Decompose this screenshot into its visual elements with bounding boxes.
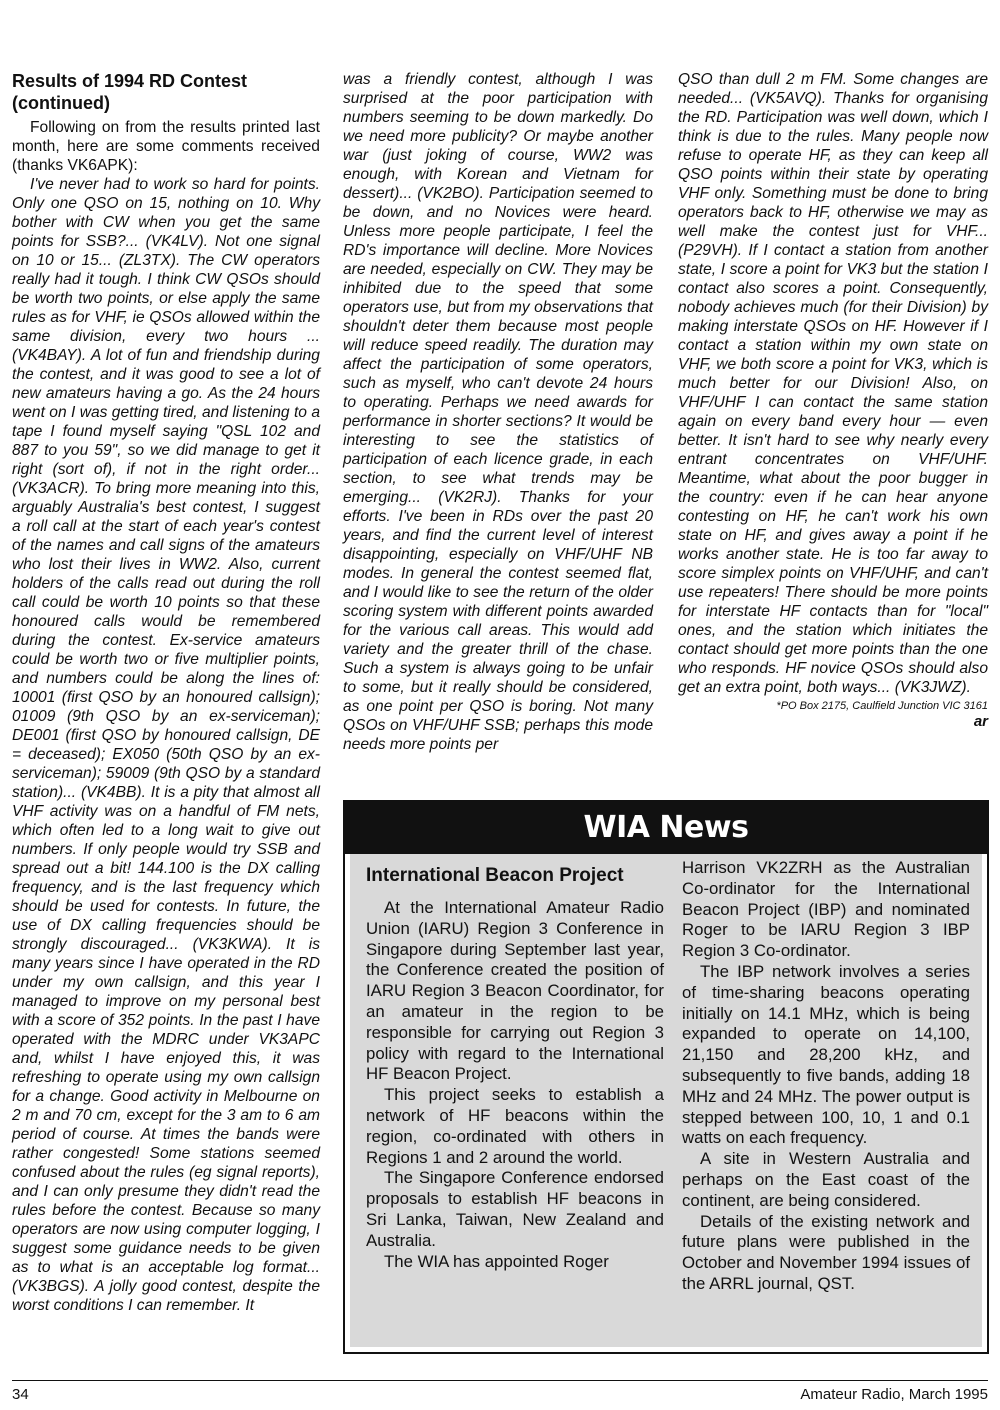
news-paragraph: Harrison VK2ZRH as the Australian Co-ordinator for the International Beacon Project (IBP) and nominated Roger to be IARU Region 3 IBP Region 3 Co-ordinator. xyxy=(682,858,970,961)
footer-rule xyxy=(12,1380,988,1381)
wia-news-column-1 xyxy=(366,864,664,1272)
footer-publication: Amateur Radio, March 1995 xyxy=(800,1386,988,1403)
news-paragraph: This project seeks to establish a network of HF beacons within the region, co-ordinated with others in Regions 1 and 2 around the world. xyxy=(366,1085,664,1167)
article-intro: Following on from the results printed last month, here are some comments received (thanks VK6APK): xyxy=(12,119,320,174)
article-headline: Results of 1994 RD Contest (continued) xyxy=(12,71,248,113)
news-paragraph: Details of the existing network and future plans were published in the October and November 1994 issues of the ARRL journal, QST. xyxy=(682,1211,970,1293)
wia-news-column-2 xyxy=(682,858,970,1295)
wia-news-banner: WIA News xyxy=(345,802,987,854)
wia-news-box xyxy=(343,800,989,1354)
author-address: *PO Box 2175, Caulfield Junction VIC 3161 xyxy=(776,700,988,712)
page-number: 34 xyxy=(12,1386,29,1403)
news-paragraph: A site in Western Australia and perhaps on the East coast of the continent, are being considered. xyxy=(682,1149,970,1210)
news-paragraph: The WIA has appointed Roger xyxy=(384,1251,609,1271)
article-end-mark: ar xyxy=(973,713,988,730)
article-column-1 xyxy=(12,70,320,1315)
article-comments-part-1: I've never had to work so hard for points. Only one QSO on 15, nothing on 10. Why bother with CW when you get the same points for SSB?... (VK4LV). Not one signal on 10 or 15... (ZL3TX). The CW operators really had it tough. I think CW QSOs should be worth two points, or else apply the same rules as for VHF, ie QSOs allowed within the same division, every two hours ... (VK4BAY). A lot of fun and friendship during the contest, and it was good to see a lot of new amateurs having a go. As the 24 hours went on I was getting tired, and listening to a tape I found myself saying "QSL 102 and 887 to you 59", so we did manage to get it right (sort of), if not in the right order... (VK3ACR). To bring more meaning into this, arguably Australia's best contest, I suggest a roll call at the start of each year's contest of the names and call signs of the amateurs who lost their lives in WW2. Also, current holders of the calls read out during the roll call could be worth 10 points so that these honoured calls would be remembered during the contest. Ex-service amateurs could be worth two or five multiplier points, and numbers could be along the lines of: 10001 (first QSO by an honoured callsign); 01009 (9th QSO by an ex-serviceman); DE001 (first QSO by honoured callsign, DE = deceased); EX050 (50th QSO by an ex-serviceman); 59009 (9th QSO by a standard station)... (VK4BB). It is a pity that almost all VHF activity was on a handful of FM nets, which often led to a long wait to give out numbers. If only people would try SSB and spread out a bit! 144.100 is the DX calling frequency, and is the last frequency which should be used for contests. In future, the use of DX calling frequencies should be strongly discouraged... (VK3KWA). It is many years since I have operated in the RD under my own callsign, and this year I managed to improve on my personal best with a score of 352 points. In the past I have operated with the MDRC under VK3APC and, whilst I have enjoyed this, it was refreshing to operate using my own callsign for a change. Good activity in Melbourne on 2 m and 70 cm, except for the 3 am to 6 am period of course. At times the bands were rather congested! Some stations seemed confused about the rules (eg signal reports), and I can only presume they didn't read the rules before the contest. Because so many operators are now using computer logging, I suggest some guidance needs to be given as to what is an acceptable log format... (VK3BGS). A jolly good contest, despite the worst conditions I can remember. It xyxy=(12,176,320,1314)
article-comments-part-3: QSO than dull 2 m FM. Some changes are needed... (VK5AVQ). Thanks for organising the RD. Participation was well down, which I think is due to the rules. Many people now refuse to operate HF, as they can keep all QSO points within their state by operating VHF only. Something must be done to bring operators back to HF, otherwise we may as well make the contest just for VHF... (P29VH). If I contact a station from another state, I score a point for VK3 but the station I contact also scores a point. Consequently, nobody achieves much (for their Division) by making interstate QSOs on HF. However if I contact a station within my own state on VHF, we both score a point for VK3, which is much better for our Division! Also, on VHF/UHF I can contact the same station again on every band every hour — even better. It isn't hard to see why nearly every entrant concentrates on VHF/UHF. Meantime, what about the poor bugger in the country: even if he can hear anyone contesting on HF, he can't work his own state on HF, and gives away a point if he works another state. He is too far away to score simplex points on VHF/UHF, and can't use repeaters! There should be more points for interstate HF contacts than for "local" ones, and the station which initiates the contact should get more points than the one who responds. HF novice QSOs should also get an extra point, both ways... (VK3JWZ). xyxy=(678,71,988,696)
news-paragraph: The Singapore Conference endorsed proposals to establish HF beacons in Sri Lanka, Taiwan, New Zealand and Australia. xyxy=(366,1168,664,1250)
wia-news-headline: International Beacon Project xyxy=(366,865,624,886)
news-paragraph: At the International Amateur Radio Union (IARU) Region 3 Conference in Singapore during September last year, the Conference created the position of IARU Region 3 Beacon Coordinator, for an amateur in the region to be responsible for carrying out Region 3 policy with regard to the International HF Beacon Project. xyxy=(366,898,664,1084)
article-comments-part-2: was a friendly contest, although I was surprised at the poor participation with numbers seeming to be down markedly. Do we need more publicity? Or maybe another war (just joking of course, WW2 was enough, with Korean and Vietnam for dessert)... (VK2BO). Participation seemed to be down, and no Novices were heard. Unless more people participate, I feel the RD's importance will decline. More Novices are needed, especially on CW. They may be inhibited due to the speed that some operators use, but from my observations that shouldn't deter them because most people will reduce speed readily. The duration may affect the participation of some operators, such as myself, who can't devote 24 hours to operating. Perhaps we need awards for performance in shorter sections? It would be interesting to see the statistics of participation of each licence grade, in each section, to see what trends may be emerging... (VK2RJ). Thanks for your efforts. I've been in RDs over the past 20 years, and find the current level of interest disappointing, especially on VHF/UHF NB modes. In general the contest seemed flat, and I would like to see the return of the older scoring system with different points awarded for the various call areas. This would add variety and the greater thrill of the chase. Such a system is always going to be unfair to some, but it really should be considered, as one point per QSO is boring. Not many QSOs on VHF/UHF SSB; perhaps this mode needs more points per xyxy=(343,71,653,753)
article-column-3 xyxy=(678,70,988,731)
news-paragraph: The IBP network involves a series of time-sharing beacons operating initially on 14.1 MHz, which is being expanded to operate on 14,100, 21,150 and 28,200 kHz, and subsequently to five bands, adding 18 MHz and 24 MHz. The power output is stepped between 100, 10, 1 and 0.1 watts on each frequency. xyxy=(682,961,970,1148)
wia-news-content xyxy=(350,854,982,1347)
article-column-2 xyxy=(343,70,653,754)
